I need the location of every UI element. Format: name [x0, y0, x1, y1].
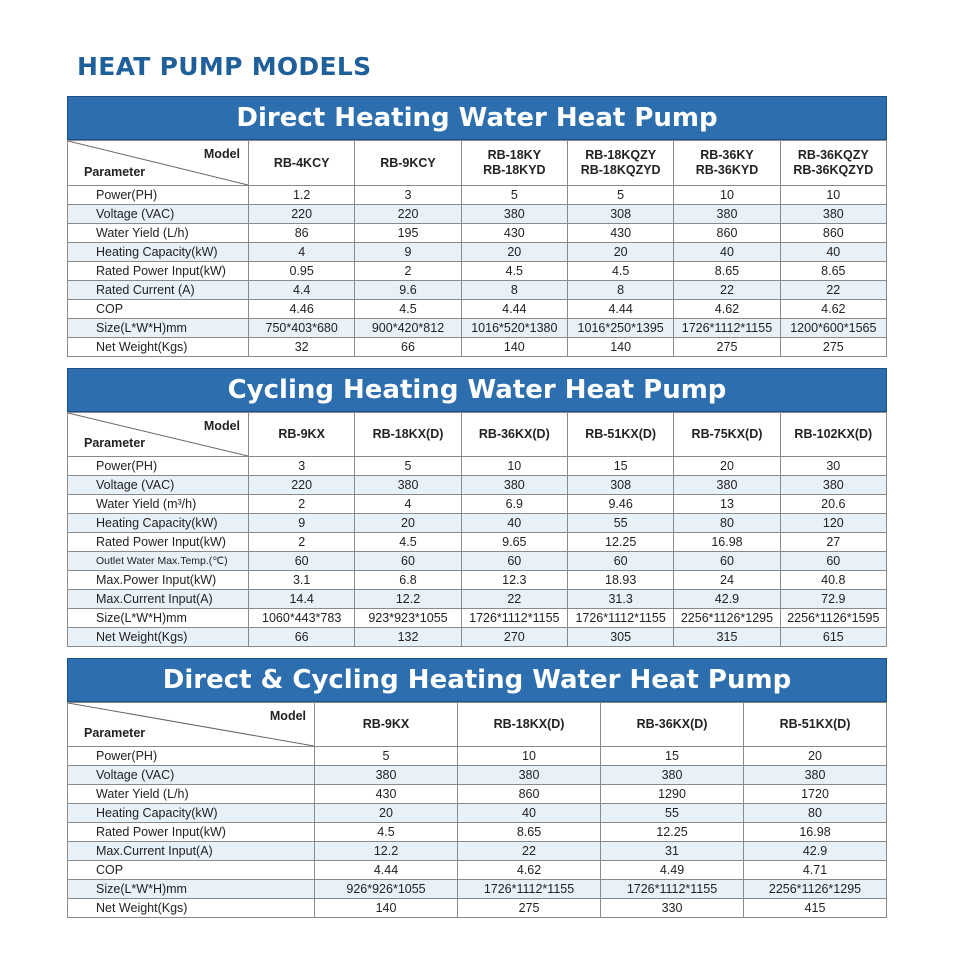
value-cell: 860 — [674, 224, 780, 243]
page-title: HEAT PUMP MODELS — [77, 52, 372, 81]
value-cell: 20 — [315, 804, 458, 823]
table-row — [68, 319, 887, 338]
value-cell: 9.46 — [567, 495, 673, 514]
value-cell: 9 — [355, 243, 461, 262]
value-cell: 32 — [249, 338, 355, 357]
value-cell: 40 — [458, 804, 601, 823]
value-cell: 24 — [674, 571, 780, 590]
table-row — [68, 571, 887, 590]
value-cell: 900*420*812 — [355, 319, 461, 338]
value-cell: 14.4 — [249, 590, 355, 609]
value-cell: 10 — [780, 186, 886, 205]
parameter-label: Heating Capacity(kW) — [68, 804, 315, 823]
value-cell: 305 — [567, 628, 673, 647]
value-cell: 860 — [780, 224, 886, 243]
value-cell: 275 — [458, 899, 601, 918]
corner-parameter-label: Parameter — [84, 726, 146, 740]
parameter-label: COP — [68, 861, 315, 880]
table-row — [68, 861, 887, 880]
parameter-label: Size(L*W*H)mm — [68, 609, 249, 628]
value-cell: 380 — [780, 476, 886, 495]
value-cell: 140 — [315, 899, 458, 918]
value-cell: 1726*1112*1155 — [674, 319, 780, 338]
table-row — [68, 899, 887, 918]
value-cell: 750*403*680 — [249, 319, 355, 338]
model-header: RB-9KCY — [355, 141, 461, 186]
value-cell: 380 — [601, 766, 744, 785]
model-header: RB-36KX(D) — [461, 413, 567, 457]
table-row — [68, 609, 887, 628]
model-header: RB-9KX — [249, 413, 355, 457]
value-cell: 60 — [674, 552, 780, 571]
corner-model-label: Model — [269, 709, 306, 723]
value-cell: 6.8 — [355, 571, 461, 590]
corner-model-label: Model — [203, 147, 240, 161]
model-header: RB-36KQZY RB-36KQZYD — [780, 141, 886, 186]
model-header: RB-18KX(D) — [355, 413, 461, 457]
value-cell: 220 — [249, 476, 355, 495]
direct-cycling-block — [67, 658, 887, 918]
table-row — [68, 338, 887, 357]
value-cell: 2 — [249, 533, 355, 552]
parameter-label: Voltage (VAC) — [68, 476, 249, 495]
model-header: RB-36KY RB-36KYD — [674, 141, 780, 186]
table-title: Direct Heating Water Heat Pump — [67, 96, 887, 140]
value-cell: 5 — [567, 186, 673, 205]
value-cell: 380 — [674, 476, 780, 495]
value-cell: 8 — [461, 281, 567, 300]
value-cell: 380 — [461, 205, 567, 224]
value-cell: 22 — [674, 281, 780, 300]
value-cell: 10 — [461, 457, 567, 476]
value-cell: 60 — [461, 552, 567, 571]
parameter-label: Rated Power Input(kW) — [68, 823, 315, 842]
corner-cell — [68, 141, 249, 186]
parameter-label: Water Yield (m³/h) — [68, 495, 249, 514]
table-row — [68, 590, 887, 609]
value-cell: 380 — [315, 766, 458, 785]
value-cell: 16.98 — [744, 823, 887, 842]
value-cell: 380 — [674, 205, 780, 224]
value-cell: 923*923*1055 — [355, 609, 461, 628]
corner-parameter-label: Parameter — [84, 436, 146, 450]
value-cell: 1726*1112*1155 — [458, 880, 601, 899]
value-cell: 22 — [461, 590, 567, 609]
value-cell: 1726*1112*1155 — [461, 609, 567, 628]
value-cell: 1.2 — [249, 186, 355, 205]
model-header: RB-102KX(D) — [780, 413, 886, 457]
value-cell: 40 — [780, 243, 886, 262]
value-cell: 4.5 — [355, 533, 461, 552]
table-row — [68, 495, 887, 514]
table-row — [68, 785, 887, 804]
value-cell: 42.9 — [674, 590, 780, 609]
parameter-label: Rated Current (A) — [68, 281, 249, 300]
value-cell: 20 — [355, 514, 461, 533]
spec-table — [67, 140, 887, 357]
parameter-label: Power(PH) — [68, 457, 249, 476]
value-cell: 380 — [744, 766, 887, 785]
value-cell: 15 — [567, 457, 673, 476]
value-cell: 8.65 — [458, 823, 601, 842]
value-cell: 27 — [780, 533, 886, 552]
parameter-label: Heating Capacity(kW) — [68, 514, 249, 533]
value-cell: 4.44 — [315, 861, 458, 880]
value-cell: 3.1 — [249, 571, 355, 590]
value-cell: 4.5 — [461, 262, 567, 281]
model-header: RB-18KQZY RB-18KQZYD — [567, 141, 673, 186]
value-cell: 4.62 — [780, 300, 886, 319]
cycling-heating-block — [67, 368, 887, 647]
value-cell: 66 — [249, 628, 355, 647]
table-row — [68, 514, 887, 533]
value-cell: 10 — [674, 186, 780, 205]
model-header: RB-36KX(D) — [601, 703, 744, 747]
parameter-label: Voltage (VAC) — [68, 766, 315, 785]
corner-model-label: Model — [203, 419, 240, 433]
value-cell: 140 — [567, 338, 673, 357]
value-cell: 275 — [780, 338, 886, 357]
table-row — [68, 804, 887, 823]
value-cell: 9.6 — [355, 281, 461, 300]
value-cell: 195 — [355, 224, 461, 243]
parameter-label: Size(L*W*H)mm — [68, 880, 315, 899]
value-cell: 12.2 — [315, 842, 458, 861]
value-cell: 40.8 — [780, 571, 886, 590]
model-header: RB-75KX(D) — [674, 413, 780, 457]
table-row — [68, 842, 887, 861]
value-cell: 4.5 — [355, 300, 461, 319]
parameter-label: Net Weight(Kgs) — [68, 899, 315, 918]
spec-table — [67, 412, 887, 647]
table-row — [68, 262, 887, 281]
table-row — [68, 747, 887, 766]
value-cell: 315 — [674, 628, 780, 647]
parameter-label: Heating Capacity(kW) — [68, 243, 249, 262]
header-row — [68, 703, 887, 747]
table-row — [68, 186, 887, 205]
value-cell: 9 — [249, 514, 355, 533]
value-cell: 22 — [458, 842, 601, 861]
model-header: RB-9KX — [315, 703, 458, 747]
value-cell: 15 — [601, 747, 744, 766]
value-cell: 5 — [315, 747, 458, 766]
value-cell: 86 — [249, 224, 355, 243]
value-cell: 55 — [567, 514, 673, 533]
parameter-label: Max.Power Input(kW) — [68, 571, 249, 590]
value-cell: 4 — [355, 495, 461, 514]
value-cell: 308 — [567, 205, 673, 224]
value-cell: 415 — [744, 899, 887, 918]
value-cell: 1016*250*1395 — [567, 319, 673, 338]
table-title: Direct & Cycling Heating Water Heat Pump — [67, 658, 887, 702]
value-cell: 132 — [355, 628, 461, 647]
value-cell: 55 — [601, 804, 744, 823]
value-cell: 13 — [674, 495, 780, 514]
parameter-label: Max.Current Input(A) — [68, 842, 315, 861]
value-cell: 220 — [249, 205, 355, 224]
model-header: RB-51KX(D) — [567, 413, 673, 457]
value-cell: 1200*600*1565 — [780, 319, 886, 338]
value-cell: 60 — [567, 552, 673, 571]
value-cell: 12.25 — [567, 533, 673, 552]
value-cell: 66 — [355, 338, 461, 357]
value-cell: 8.65 — [674, 262, 780, 281]
spec-table — [67, 702, 887, 918]
header-row — [68, 413, 887, 457]
parameter-label: Power(PH) — [68, 747, 315, 766]
model-header: RB-18KY RB-18KYD — [461, 141, 567, 186]
value-cell: 2256*1126*1295 — [674, 609, 780, 628]
value-cell: 4.46 — [249, 300, 355, 319]
value-cell: 4.5 — [315, 823, 458, 842]
value-cell: 1290 — [601, 785, 744, 804]
value-cell: 80 — [744, 804, 887, 823]
parameter-label: Net Weight(Kgs) — [68, 628, 249, 647]
value-cell: 140 — [461, 338, 567, 357]
parameter-label: Power(PH) — [68, 186, 249, 205]
table-row — [68, 281, 887, 300]
value-cell: 220 — [355, 205, 461, 224]
value-cell: 4.62 — [458, 861, 601, 880]
value-cell: 380 — [458, 766, 601, 785]
value-cell: 22 — [780, 281, 886, 300]
table-row — [68, 224, 887, 243]
parameter-label: Rated Power Input(kW) — [68, 533, 249, 552]
value-cell: 20.6 — [780, 495, 886, 514]
value-cell: 20 — [674, 457, 780, 476]
value-cell: 4.62 — [674, 300, 780, 319]
table-row — [68, 457, 887, 476]
value-cell: 430 — [315, 785, 458, 804]
parameter-label: Net Weight(Kgs) — [68, 338, 249, 357]
table-row — [68, 766, 887, 785]
value-cell: 926*926*1055 — [315, 880, 458, 899]
value-cell: 1720 — [744, 785, 887, 804]
value-cell: 8 — [567, 281, 673, 300]
value-cell: 10 — [458, 747, 601, 766]
value-cell: 20 — [461, 243, 567, 262]
value-cell: 2256*1126*1595 — [780, 609, 886, 628]
value-cell: 3 — [249, 457, 355, 476]
corner-cell — [68, 413, 249, 457]
value-cell: 380 — [355, 476, 461, 495]
value-cell: 308 — [567, 476, 673, 495]
value-cell: 2 — [355, 262, 461, 281]
value-cell: 31 — [601, 842, 744, 861]
value-cell: 40 — [674, 243, 780, 262]
value-cell: 380 — [780, 205, 886, 224]
table-row — [68, 552, 887, 571]
parameter-label: Size(L*W*H)mm — [68, 319, 249, 338]
table-row — [68, 476, 887, 495]
parameter-label: Outlet Water Max.Temp.(℃) — [68, 552, 249, 571]
value-cell: 3 — [355, 186, 461, 205]
value-cell: 42.9 — [744, 842, 887, 861]
value-cell: 0.95 — [249, 262, 355, 281]
value-cell: 4 — [249, 243, 355, 262]
value-cell: 4.44 — [461, 300, 567, 319]
parameter-label: Max.Current Input(A) — [68, 590, 249, 609]
value-cell: 12.3 — [461, 571, 567, 590]
table-row — [68, 880, 887, 899]
model-header: RB-4KCY — [249, 141, 355, 186]
value-cell: 16.98 — [674, 533, 780, 552]
value-cell: 1726*1112*1155 — [567, 609, 673, 628]
value-cell: 275 — [674, 338, 780, 357]
value-cell: 20 — [567, 243, 673, 262]
direct-heating-block — [67, 96, 887, 357]
value-cell: 4.5 — [567, 262, 673, 281]
value-cell: 8.65 — [780, 262, 886, 281]
value-cell: 1726*1112*1155 — [601, 880, 744, 899]
value-cell: 2 — [249, 495, 355, 514]
table-title: Cycling Heating Water Heat Pump — [67, 368, 887, 412]
value-cell: 615 — [780, 628, 886, 647]
value-cell: 430 — [567, 224, 673, 243]
model-header: RB-51KX(D) — [744, 703, 887, 747]
value-cell: 2256*1126*1295 — [744, 880, 887, 899]
table-row — [68, 823, 887, 842]
value-cell: 330 — [601, 899, 744, 918]
value-cell: 1060*443*783 — [249, 609, 355, 628]
parameter-label: Voltage (VAC) — [68, 205, 249, 224]
value-cell: 80 — [674, 514, 780, 533]
corner-cell — [68, 703, 315, 747]
value-cell: 72.9 — [780, 590, 886, 609]
value-cell: 5 — [355, 457, 461, 476]
corner-parameter-label: Parameter — [84, 165, 146, 179]
value-cell: 430 — [461, 224, 567, 243]
value-cell: 30 — [780, 457, 886, 476]
table-row — [68, 533, 887, 552]
parameter-label: Rated Power Input(kW) — [68, 262, 249, 281]
value-cell: 4.71 — [744, 861, 887, 880]
value-cell: 20 — [744, 747, 887, 766]
value-cell: 120 — [780, 514, 886, 533]
value-cell: 4.4 — [249, 281, 355, 300]
table-row — [68, 300, 887, 319]
value-cell: 6.9 — [461, 495, 567, 514]
value-cell: 860 — [458, 785, 601, 804]
value-cell: 270 — [461, 628, 567, 647]
value-cell: 40 — [461, 514, 567, 533]
value-cell: 4.44 — [567, 300, 673, 319]
parameter-label: Water Yield (L/h) — [68, 224, 249, 243]
value-cell: 12.2 — [355, 590, 461, 609]
value-cell: 1016*520*1380 — [461, 319, 567, 338]
value-cell: 9.65 — [461, 533, 567, 552]
header-row — [68, 141, 887, 186]
parameter-label: COP — [68, 300, 249, 319]
value-cell: 12.25 — [601, 823, 744, 842]
value-cell: 18.93 — [567, 571, 673, 590]
parameter-label: Water Yield (L/h) — [68, 785, 315, 804]
value-cell: 5 — [461, 186, 567, 205]
value-cell: 60 — [249, 552, 355, 571]
table-row — [68, 243, 887, 262]
value-cell: 60 — [780, 552, 886, 571]
table-row — [68, 205, 887, 224]
value-cell: 4.49 — [601, 861, 744, 880]
value-cell: 60 — [355, 552, 461, 571]
model-header: RB-18KX(D) — [458, 703, 601, 747]
value-cell: 31.3 — [567, 590, 673, 609]
value-cell: 380 — [461, 476, 567, 495]
table-row — [68, 628, 887, 647]
